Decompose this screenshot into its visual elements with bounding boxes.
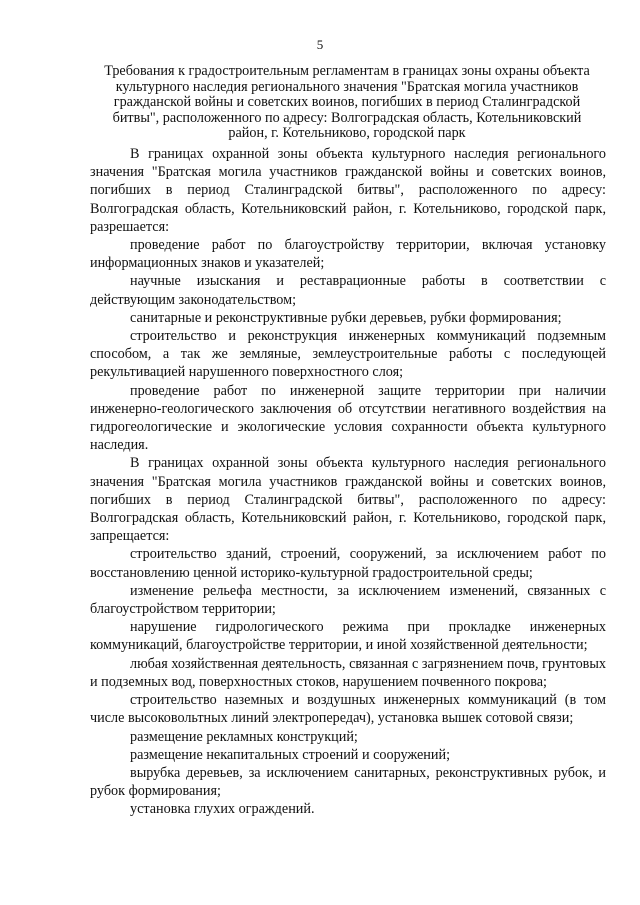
list-item: изменение рельефа местности, за исключением изменений, связанных с благоустройством территории; bbox=[90, 582, 606, 618]
list-item: любая хозяйственная деятельность, связанная с загрязнением почв, грунтовых и подземных вод, поверхностных стоков, нарушением почвенного покрова; bbox=[90, 655, 606, 690]
document-title: Требования к градостроительным регламентам в границах зоны охраны объекта культурного наследия регионального значения "Братская могила участников гражданской войны и советских воинов, погибших в период Сталинградской битвы", расположенного по адресу: Волгоградская область, Котельниковский район, г. Котельниково, городской парк bbox=[104, 63, 590, 142]
list-item: санитарные и реконструктивные рубки деревьев, рубки формирования; bbox=[130, 309, 562, 326]
list-item: установка глухих ограждений. bbox=[130, 801, 315, 818]
document-body bbox=[90, 145, 606, 819]
list-item: проведение работ по инженерной защите территории при наличии инженерно-геологического заключения об отсутствии негативного воздействия на гидрогеологические и экологические условия сохранности объекта культурного наследия. bbox=[90, 382, 606, 454]
page-number: 5 bbox=[316, 37, 324, 52]
paragraph-permitted-intro: В границах охранной зоны объекта культурного наследия регионального значения "Братская могила участников гражданской войны и советских воинов, погибших в период Сталинградской битвы", расположенного по адресу: Волгоградская область, Котельниковский район, г. Котельниково, городской парк, разрешается: bbox=[90, 146, 606, 235]
list-item: размещение некапитальных строений и сооружений; bbox=[130, 746, 451, 763]
list-item: проведение работ по благоустройству территории, включая установку информационных знаков и указателей; bbox=[90, 237, 606, 272]
list-item: строительство зданий, строений, сооружений, за исключением работ по восстановлению ценной историко-культурной градостроительной среды; bbox=[90, 546, 606, 581]
list-item: нарушение гидрологического режима при прокладке инженерных коммуникаций, благоустройстве территории, и иной хозяйственной деятельности; bbox=[90, 619, 606, 654]
list-item: вырубка деревьев, за исключением санитарных, реконструктивных рубок, и рубок формирования; bbox=[90, 764, 606, 800]
list-item: научные изыскания и реставрационные работы в соответствии с действующим законодательством; bbox=[90, 273, 606, 308]
list-item: размещение рекламных конструкций; bbox=[130, 728, 358, 745]
list-item: строительство наземных и воздушных инженерных коммуникаций (в том числе высоковольтных линий электропередач), установка вышек сотовой связи; bbox=[90, 692, 606, 727]
list-item: строительство и реконструкция инженерных коммуникаций подземным способом, а так же земляные, землеустроительные работы с последующей рекультивацией нарушенного поверхностного слоя; bbox=[90, 328, 606, 381]
paragraph-prohibited-intro: В границах охранной зоны объекта культурного наследия регионального значения "Братская могила участников гражданской войны и советских воинов, погибших в период Сталинградской битвы", расположенного по адресу: Волгоградская область, Котельниковский район, г. Котельниково, городской парк, запрещается: bbox=[90, 455, 606, 545]
